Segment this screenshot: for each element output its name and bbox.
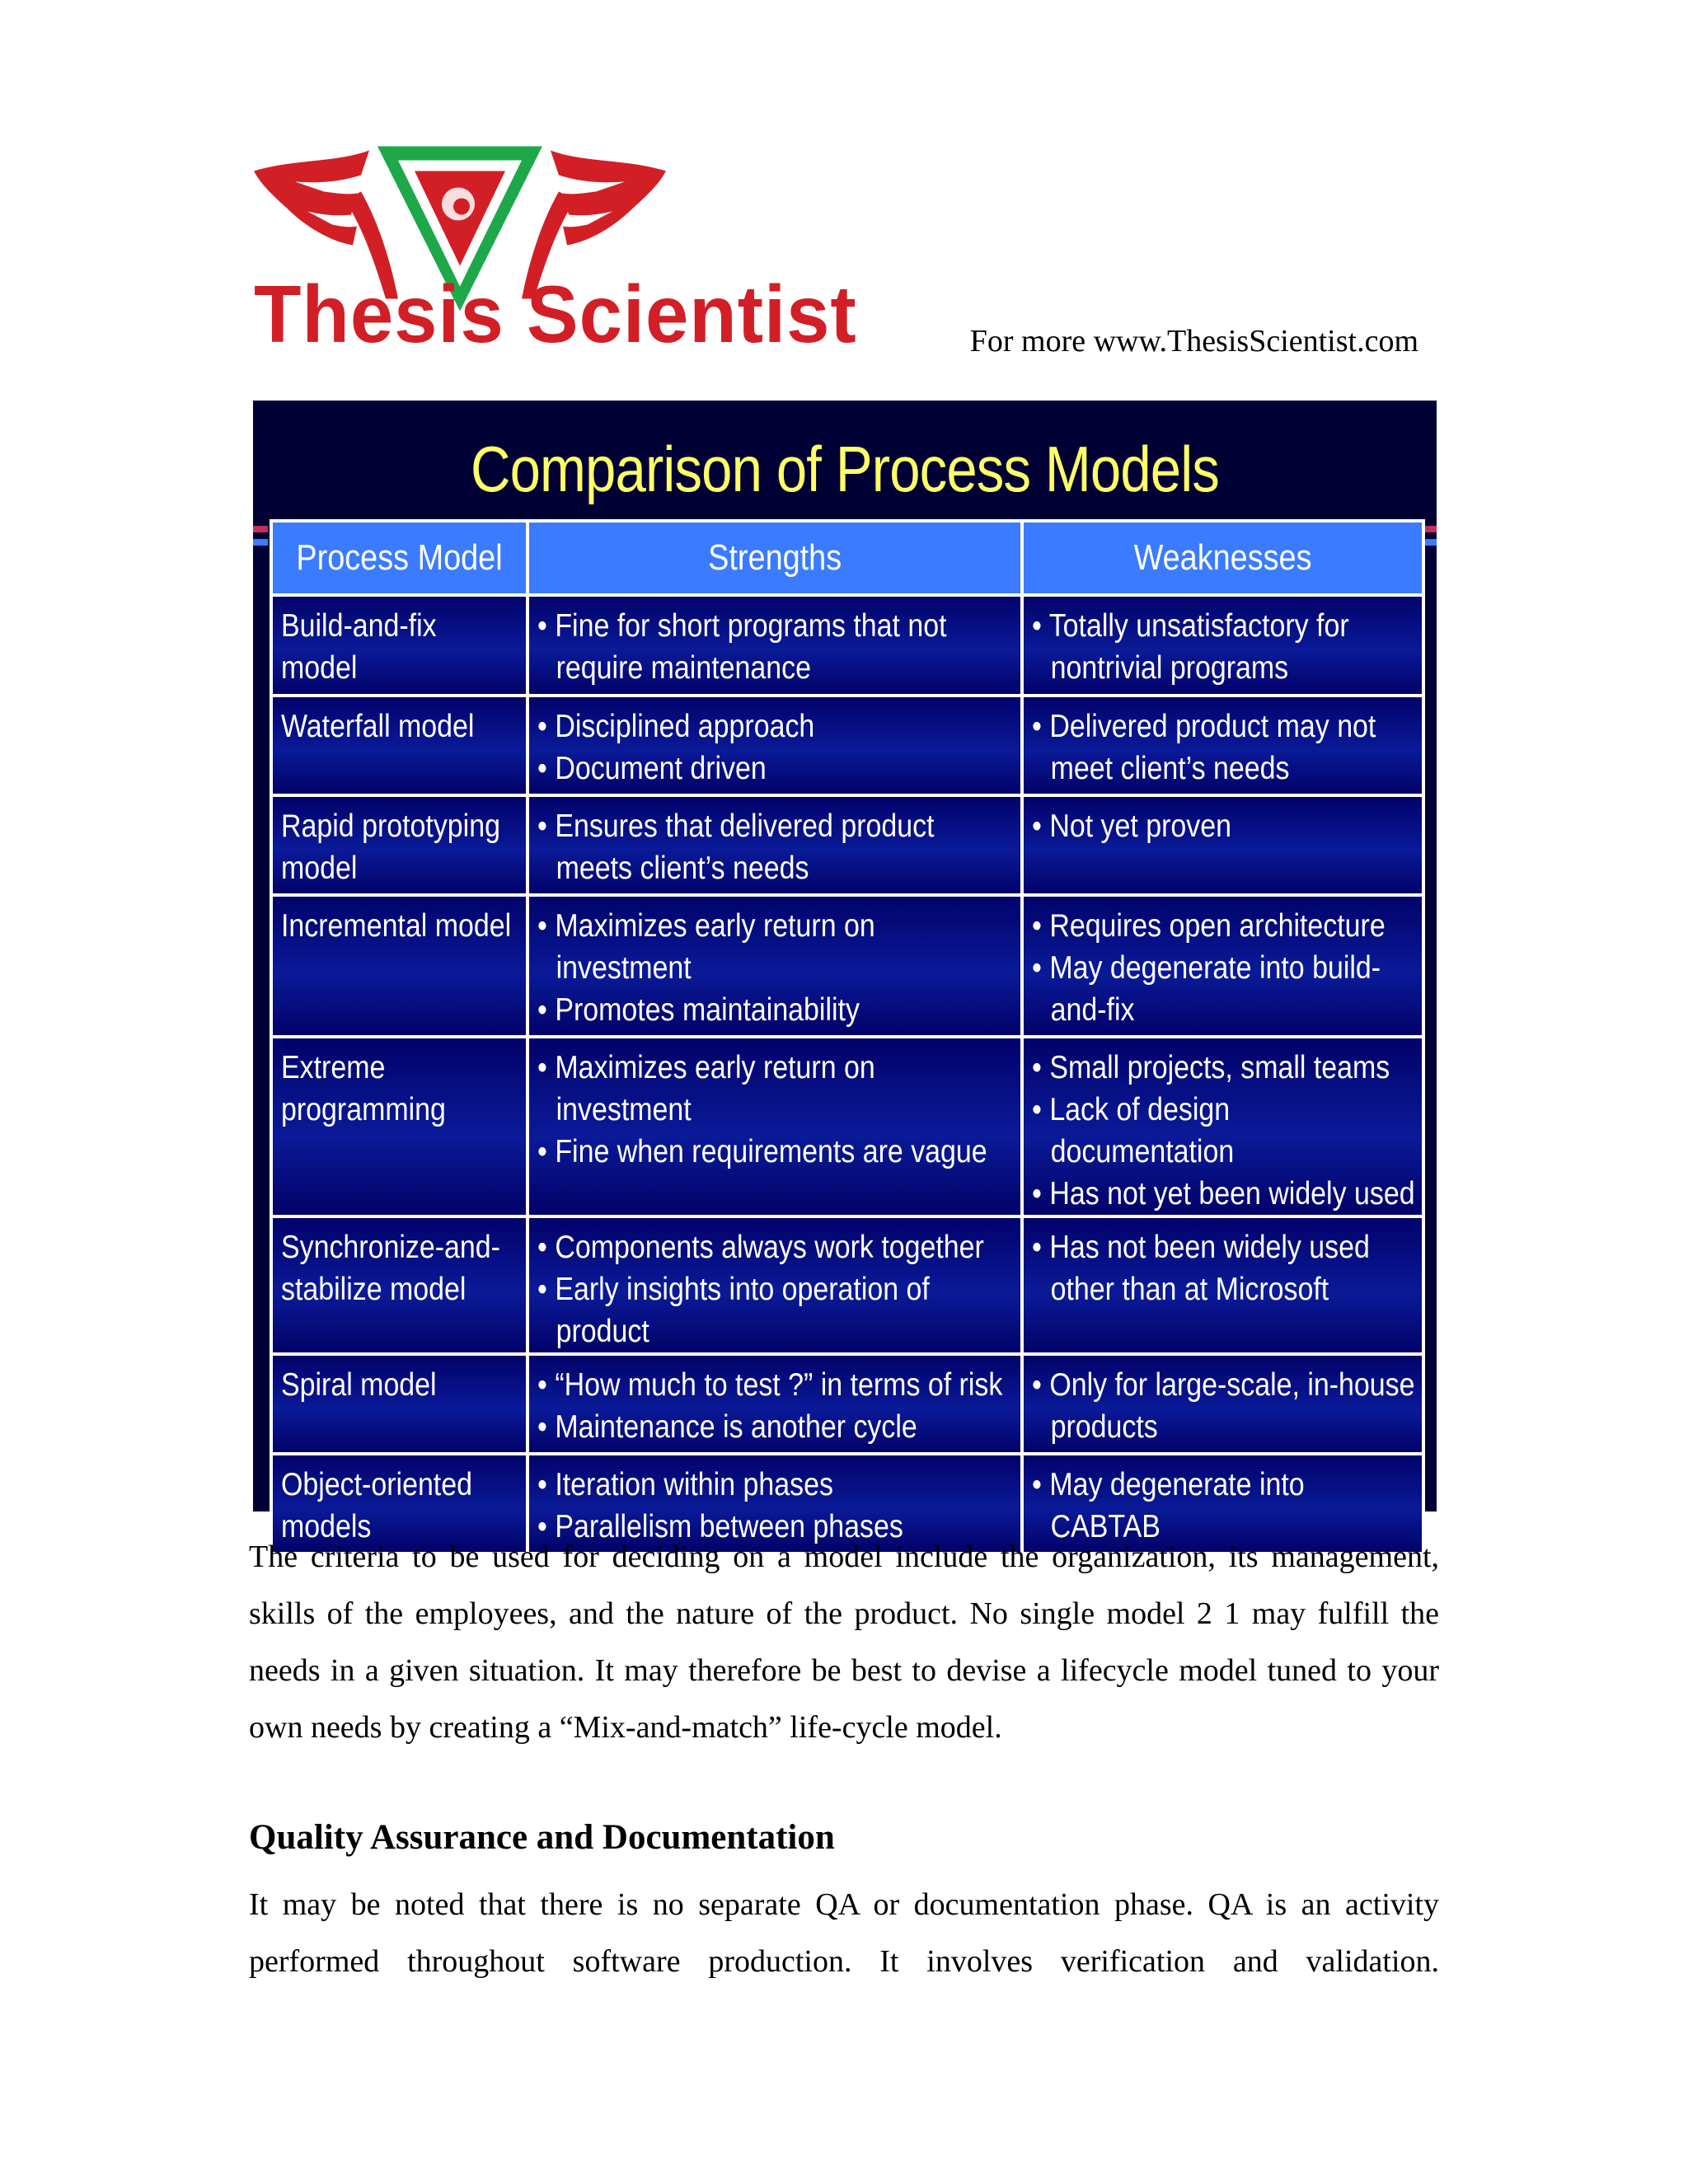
list-item: • Early insights into operation of product [537,1268,1014,1352]
criteria-paragraph: The criteria to be used for deciding on a model include the organization, its management, skills of the employees, and the nature of the product. No single model 2 1 may fulfill the needs in a given situation. It may therefore be best to devise a lifecycle model tuned to your own needs by creating a “Mix-and-match” life-cycle model. [249,1540,1439,1745]
strengths-cell [528,1037,1022,1216]
list-item: • May degenerate into CABTAB [1032,1464,1415,1548]
weaknesses-cell [1022,595,1423,696]
list-item: • Small projects, small teams [1032,1047,1415,1089]
table-row [271,696,1423,795]
slide-stripe [253,539,268,546]
list-item: • May degenerate into build-and-fix [1032,947,1415,1031]
model-cell: Extreme programming [271,1037,528,1216]
list-item: • Lack of design documentation [1032,1089,1415,1173]
strengths-cell [528,895,1022,1037]
list-item: • Totally unsatisfactory for nontrivial programs [1032,605,1415,689]
logo-wordmark: Thesis Scientist [254,269,857,359]
strengths-cell [528,696,1022,795]
column-header-strengths: Strengths [528,521,1022,595]
strengths-cell [528,1354,1022,1454]
qa-paragraph-block [249,1877,1439,1990]
list-item: • Maximizes early return on investment [537,1047,1014,1131]
table-header-row [271,521,1423,595]
column-header-weaknesses: Weaknesses [1022,521,1423,595]
list-item: • Maintenance is another cycle [537,1406,1014,1448]
model-cell: Object-oriented models [271,1454,528,1554]
comparison-slide [253,401,1437,1544]
list-item: • Components always work together [537,1226,1014,1268]
list-item: • Ensures that delivered product meets client’s needs [537,805,1014,889]
strengths-cell [528,1216,1022,1354]
body-paragraph-block [249,1529,1439,1756]
strengths-cell [528,595,1022,696]
weaknesses-cell [1022,1037,1423,1216]
list-item: • Promotes maintainability [537,989,1014,1031]
weaknesses-cell [1022,795,1423,895]
model-cell: Waterfall model [271,696,528,795]
list-item: • “How much to test ?” in terms of risk [537,1364,1014,1406]
comparison-table [270,519,1425,1555]
list-item: • Has not been widely used other than at Microsoft [1032,1226,1415,1310]
section-heading: Quality Assurance and Documentation [249,1818,835,1857]
list-item: • Parallelism between phases [537,1506,1014,1548]
list-item: • Fine for short programs that not require maintenance [537,605,1014,689]
list-item: • Fine when requirements are vague [537,1131,1014,1173]
model-cell: Synchronize-and-stabilize model [271,1216,528,1354]
model-cell: Build-and-fix model [271,595,528,696]
table-row [271,1037,1423,1216]
list-item: • Requires open architecture [1032,905,1415,947]
slide-title: Comparison of Process Models [471,433,1219,505]
table-row [271,895,1423,1037]
list-item: • Delivered product may not meet client’s needs [1032,705,1415,790]
table-row [271,795,1423,895]
thesis-scientist-logo [246,95,857,363]
column-header-process-model: Process Model [271,521,528,595]
list-item: • Disciplined approach [537,705,1014,748]
list-item: • Maximizes early return on investment [537,905,1014,989]
weaknesses-cell [1022,895,1423,1037]
weaknesses-cell [1022,696,1423,795]
list-item: • Not yet proven [1032,805,1415,847]
weaknesses-cell [1022,1354,1423,1454]
table-row [271,1354,1423,1454]
model-cell: Spiral model [271,1354,528,1454]
slide-stripe [253,526,268,532]
website-link[interactable]: For more www.ThesisScientist.com [969,324,1418,359]
list-item: • Has not yet been widely used [1032,1173,1415,1215]
list-item: • Only for large-scale, in-house products [1032,1364,1415,1448]
list-item: • Document driven [537,748,1014,790]
strengths-cell [528,795,1022,895]
table-row [271,1216,1423,1354]
weaknesses-cell [1022,1216,1423,1354]
model-cell: Incremental model [271,895,528,1037]
qa-paragraph: It may be noted that there is no separate QA or documentation phase. QA is an activity performed throughout software production. It involves verification and validation. [249,1887,1439,1979]
list-item: • Iteration within phases [537,1464,1014,1506]
table-row [271,595,1423,696]
model-cell: Rapid prototyping model [271,795,528,895]
